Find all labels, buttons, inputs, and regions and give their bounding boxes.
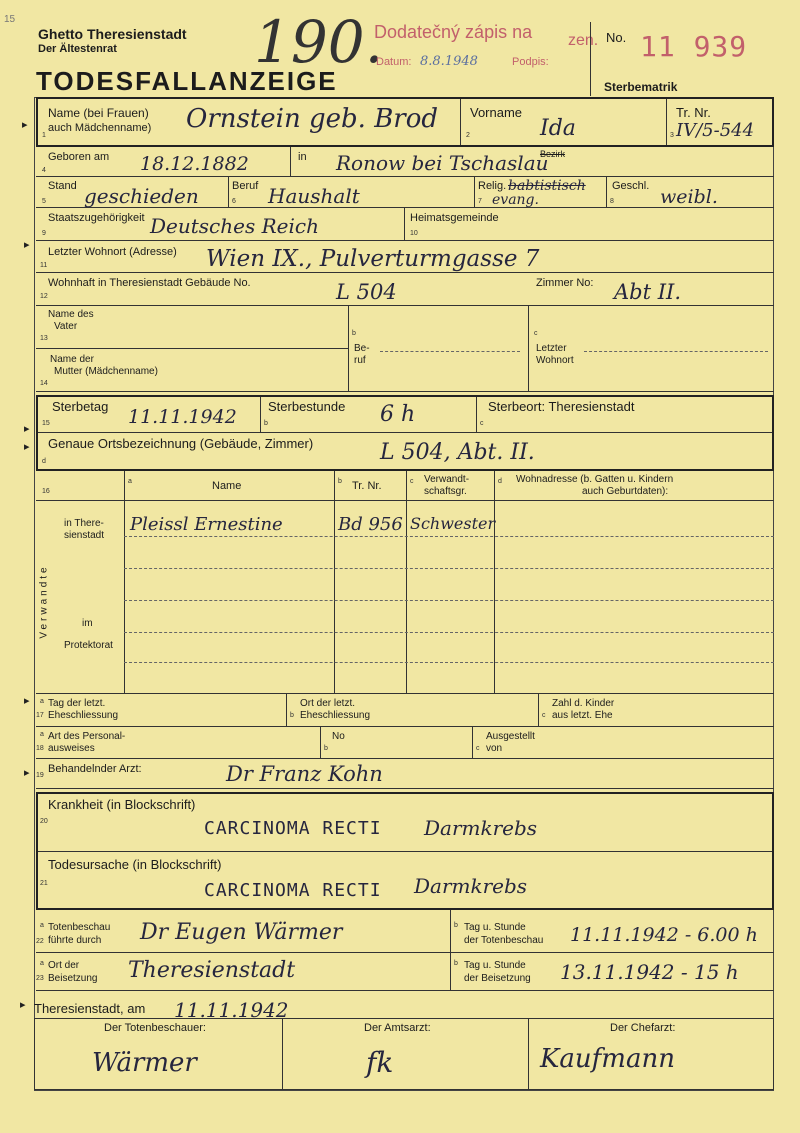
divider (348, 305, 349, 391)
beruf-value: Haushalt (268, 184, 360, 208)
divider (528, 305, 529, 391)
divider (36, 240, 774, 241)
col-trnr: Tr. Nr. (352, 480, 382, 492)
divider (124, 471, 125, 693)
geschl-label: Geschl. (612, 180, 650, 192)
divider (36, 348, 348, 349)
divider (228, 176, 229, 207)
divider (538, 693, 539, 726)
in-value: Ronow bei Tschaslau (336, 151, 549, 175)
wohnort-label: Letzter Wohnort (Adresse) (48, 246, 177, 258)
col-verw-2: schaftsgr. (424, 486, 467, 497)
ehe-tag-label-2: Eheschliessung (48, 710, 119, 721)
tag-beis-label-2: der Beisetzung (464, 973, 531, 984)
im-label: im (82, 618, 93, 629)
ehe-tag-label: Tag der letzt. (48, 698, 106, 709)
stamp-datum-label: Datum: (376, 56, 412, 68)
wohnort-value: Wien IX., Pulverturmgasse 7 (206, 246, 540, 272)
col-verw: Verwandt- (424, 474, 470, 485)
krankheit-label: Krankheit (in Blockschrift) (48, 797, 196, 812)
divider (260, 397, 261, 432)
totenbeschau-label-2: führte durch (48, 935, 102, 946)
dash-line (380, 351, 520, 352)
ausweis-label-2: ausweises (48, 743, 95, 754)
in-theres-label: in There- (64, 518, 104, 529)
staats-label: Staatszugehörigkeit (48, 212, 145, 224)
sterbematrik-label: Sterbematrik (604, 80, 678, 94)
divider (666, 99, 667, 145)
ort-beis-value: Theresienstadt (128, 958, 296, 983)
totenbeschau-label: Totenbeschau (48, 922, 111, 933)
stamp-datum-value: 8.8.1948 (420, 54, 478, 69)
name-label-2: auch Mädchenname) (48, 122, 152, 134)
col-addr: Wohnadresse (b. Gatten u. Kindern (516, 474, 674, 485)
sterbetag-value: 11.11.1942 (128, 406, 237, 428)
register-number: 11 939 (640, 30, 748, 63)
totenbeschau-value: Dr Eugen Wärmer (140, 920, 343, 945)
margin-arrow-icon: ▸ (24, 423, 30, 435)
divider (528, 1018, 529, 1090)
margin-arrow-icon: ▸ (20, 999, 26, 1011)
bezirk-label: Bezirk (540, 149, 566, 159)
ursache-note: Darmkrebs (414, 874, 528, 898)
sig1-value: Wärmer (92, 1048, 197, 1078)
divider (404, 207, 405, 240)
divider (36, 305, 774, 306)
sig3-value: Kaufmann (540, 1044, 675, 1074)
mutter-label-2: Mutter (Mädchenname) (54, 366, 158, 377)
protektorat-label: Protektorat (64, 640, 113, 651)
ortsbez-label: Genaue Ortsbezeichnung (Gebäude, Zimmer) (48, 436, 314, 451)
divider (494, 471, 495, 693)
trnr-value: IV/5-544 (676, 120, 755, 141)
divider (36, 758, 774, 759)
tag-tb-label-2: der Totenbeschau (464, 935, 544, 946)
divider (36, 391, 774, 392)
dash-line (124, 568, 774, 569)
tag-beis-label: Tag u. Stunde (464, 960, 526, 971)
parent-beruf-label: Be- (354, 343, 370, 354)
name-label: Name (bei Frauen) (48, 106, 149, 120)
sig2-value: fk (366, 1046, 394, 1079)
divider (320, 726, 321, 758)
ausweis-label: Art des Personal- (48, 731, 126, 742)
ausweis-no-label: No (332, 731, 345, 742)
org-name: Ghetto Theresienstadt (38, 26, 187, 42)
divider (282, 1018, 283, 1090)
stamp-line: Dodatečný zápis na (374, 22, 533, 42)
col-addr-2: auch Geburtdaten): (582, 486, 669, 497)
place-value: 11.11.1942 (174, 998, 289, 1022)
kinder-label: Zahl d. Kinder (552, 698, 615, 709)
ortsbez-value: L 504, Abt. II. (380, 440, 535, 465)
divider (476, 397, 477, 432)
arzt-label: Behandelnder Arzt: (48, 763, 142, 775)
parent-wohnort-label-2: Wohnort (536, 355, 574, 366)
header-divider (590, 22, 591, 96)
parent-beruf-label-2: ruf (354, 355, 366, 366)
divider (36, 272, 774, 273)
dash-line (124, 536, 774, 537)
vorname-label: Vorname (470, 105, 523, 120)
vater-label: Name des (48, 309, 94, 320)
dash-line (124, 632, 774, 633)
org-council: Der Ältestenrat (38, 43, 117, 55)
divider (36, 726, 774, 727)
relative-trnr: Bd 956 (338, 514, 403, 535)
divider (36, 990, 774, 991)
divider (36, 176, 774, 177)
in-theres-label-2: sienstadt (64, 530, 105, 541)
col-name: Name (212, 480, 242, 492)
divider (290, 147, 291, 176)
beruf-label: Beruf (232, 180, 259, 192)
dash-line (584, 351, 768, 352)
tag-tb-value: 11.11.1942 - 6.00 h (570, 924, 758, 946)
relative-verw: Schwester (410, 514, 496, 533)
sterbetag-label: Sterbetag (52, 399, 109, 414)
margin-mark: 15 (4, 14, 16, 25)
ausgestellt-label: Ausgestellt (486, 731, 535, 742)
divider (474, 176, 475, 207)
divider (36, 788, 774, 789)
divider (450, 910, 451, 990)
relig-struck: babtistisch (508, 178, 586, 194)
vater-label-2: Vater (54, 321, 78, 332)
wohnhaft-label: Wohnhaft in Theresienstadt Gebäude No. (48, 277, 251, 289)
sterbeort-label: Sterbeort: Theresienstadt (488, 399, 635, 414)
trnr-label: Tr. Nr. (676, 105, 711, 120)
divider (334, 471, 335, 693)
arzt-value: Dr Franz Kohn (226, 762, 383, 786)
stamp-podpis-label: Podpis: (512, 56, 549, 68)
sterbestunde-value: 6 h (380, 402, 416, 427)
in-label: in (298, 151, 307, 163)
divider (36, 693, 774, 694)
relig-value: evang. (492, 192, 539, 208)
sig1-label: Der Totenbeschauer: (104, 1022, 206, 1034)
place-label: Theresienstadt, am (34, 1001, 146, 1016)
geschl-value: weibl. (660, 186, 718, 208)
tag-tb-label: Tag u. Stunde (464, 922, 526, 933)
divider (36, 500, 774, 501)
margin-arrow-icon: ▸ (24, 767, 30, 779)
ehe-ort-label-2: Eheschliessung (300, 710, 371, 721)
tag-beis-value: 13.11.1942 - 15 h (560, 960, 739, 984)
dash-line (124, 662, 774, 663)
divider (36, 952, 774, 953)
divider (606, 176, 607, 207)
zimmer-label: Zimmer No: (536, 277, 594, 289)
mutter-label: Name der (50, 354, 94, 365)
krankheit-note: Darmkrebs (424, 816, 538, 840)
staats-value: Deutsches Reich (150, 214, 319, 238)
ursache-value: CARCINOMA RECTI (204, 880, 382, 901)
heimat-label: Heimatsgemeinde (410, 212, 499, 224)
relatives-vertical: Verwandte (38, 564, 50, 639)
margin-arrow-icon: ▸ (24, 239, 30, 251)
krankheit-value: CARCINOMA RECTI (204, 818, 382, 839)
stand-value: geschieden (84, 184, 199, 208)
name-value: Ornstein geb. Brod (186, 104, 439, 134)
wohnhaft-value: L 504 (336, 280, 397, 304)
dash-line (124, 600, 774, 601)
relative-name: Pleissl Ernestine (130, 514, 283, 535)
divider (460, 99, 461, 145)
geboren-label: Geboren am (48, 151, 110, 163)
kinder-label-2: aus letzt. Ehe (552, 710, 613, 721)
margin-arrow-icon: ▸ (24, 695, 30, 707)
divider (38, 851, 772, 852)
death-notice-form: 15 Ghetto Theresienstadt Der Ältestenrat TODESFALLANZEIGE 190. Dodatečný zápis na Datum: 8.8.1948 Podpis: zen. No. 11 939 Sterbematrik Name (bei Frauen) auch Mädchenname) 1 Ornstein geb. Brod Vorname 2 Ida Tr. Nr. 3 IV/5-544 Geboren am 4 18.12.1882 in Ronow bei Tschaslau Bezirk Stand 5 geschieden Beruf 6 Haushalt Relig. 7 babtistisch evang. Geschl. 8 weibl. Staatszugehörigkeit 9 Deutsches Reich Heimatsgemeinde 10 Letzter Wohnort (Adresse) 11 Wien IX., Pulverturmgasse 7 Wohnhaft in Theresienstadt Gebäude No. 12 L 504 Zimmer No: Abt II. Name des Vater 13 Name der Mutter (Mädchenname) 14 b Be- ruf c Letzter Wohnort Sterbetag 15 11.11.1942 Sterbestunde b 6 h Sterbeort: Theresienstadt c Genaue Ortsbezeichnung (Gebäude, Zimmer) d L 504, Abt. II. 16 a Name b Tr. Nr. c Verwandt- schaftsgr. d Wohnadresse (b. Gatten u. Kindern auch Geburtdaten): Verwandte in There- sienstadt im Protektorat Pleissl Ernestine Bd 956 Schwester a Tag der letzt. 17 Eheschliessung Ort der letzt. b Eheschliessung Zahl d. Kinder c aus letzt. Ehe a Art des Personal- 18 ausweises b No c Ausgestellt von 19 Behandelnder Arzt: Dr Franz Kohn Krankheit (in Blockschrift) 20 CARCINOMA RECTI Darmkrebs Todesursache (in Blockschrift) 21 CARCINOMA RECTI Darmkrebs a Totenbeschau 22 führte durch Dr Eugen Wärmer b Tag u. Stunde der Totenbeschau 11.11.1942 - 6.00 h a Ort der 23 Beisetzung Theresienstadt b Tag u. Stunde der Beisetzung 13.11.1942 - 15 h Theresienstadt, am 11.11.1942 Der Totenbeschauer: Der Amtsarzt: Der Chefarzt: Wärmer fk Kaufmann ▸ ▸ ▸ ▸ ▸ ▸ ▸ (0, 0, 800, 1133)
divider (286, 693, 287, 726)
handwritten-number: 190. (254, 8, 384, 76)
divider (472, 726, 473, 758)
stand-label: Stand (48, 180, 77, 192)
ort-beis-label: Ort der (48, 960, 80, 971)
geboren-value: 18.12.1882 (140, 153, 249, 175)
vorname-value: Ida (540, 116, 576, 141)
stamp-zen: zen. (568, 32, 599, 49)
ehe-ort-label: Ort der letzt. (300, 698, 356, 709)
sterbestunde-label: Sterbestunde (268, 399, 346, 414)
sig3-label: Der Chefarzt: (610, 1022, 676, 1034)
divider (38, 432, 772, 433)
sig2-label: Der Amtsarzt: (364, 1022, 431, 1034)
form-title: TODESFALLANZEIGE (36, 66, 338, 96)
relig-label: Relig. (478, 180, 507, 192)
margin-arrow-icon: ▸ (24, 441, 30, 453)
zimmer-value: Abt II. (614, 280, 681, 304)
margin-arrow-icon: ▸ (22, 119, 28, 131)
divider (406, 471, 407, 693)
ort-beis-label-2: Beisetzung (48, 973, 98, 984)
no-label: No. (606, 30, 627, 45)
ursache-label: Todesursache (in Blockschrift) (48, 857, 222, 872)
parent-wohnort-label: Letzter (536, 343, 567, 354)
ausgestellt-label-2: von (486, 743, 503, 754)
